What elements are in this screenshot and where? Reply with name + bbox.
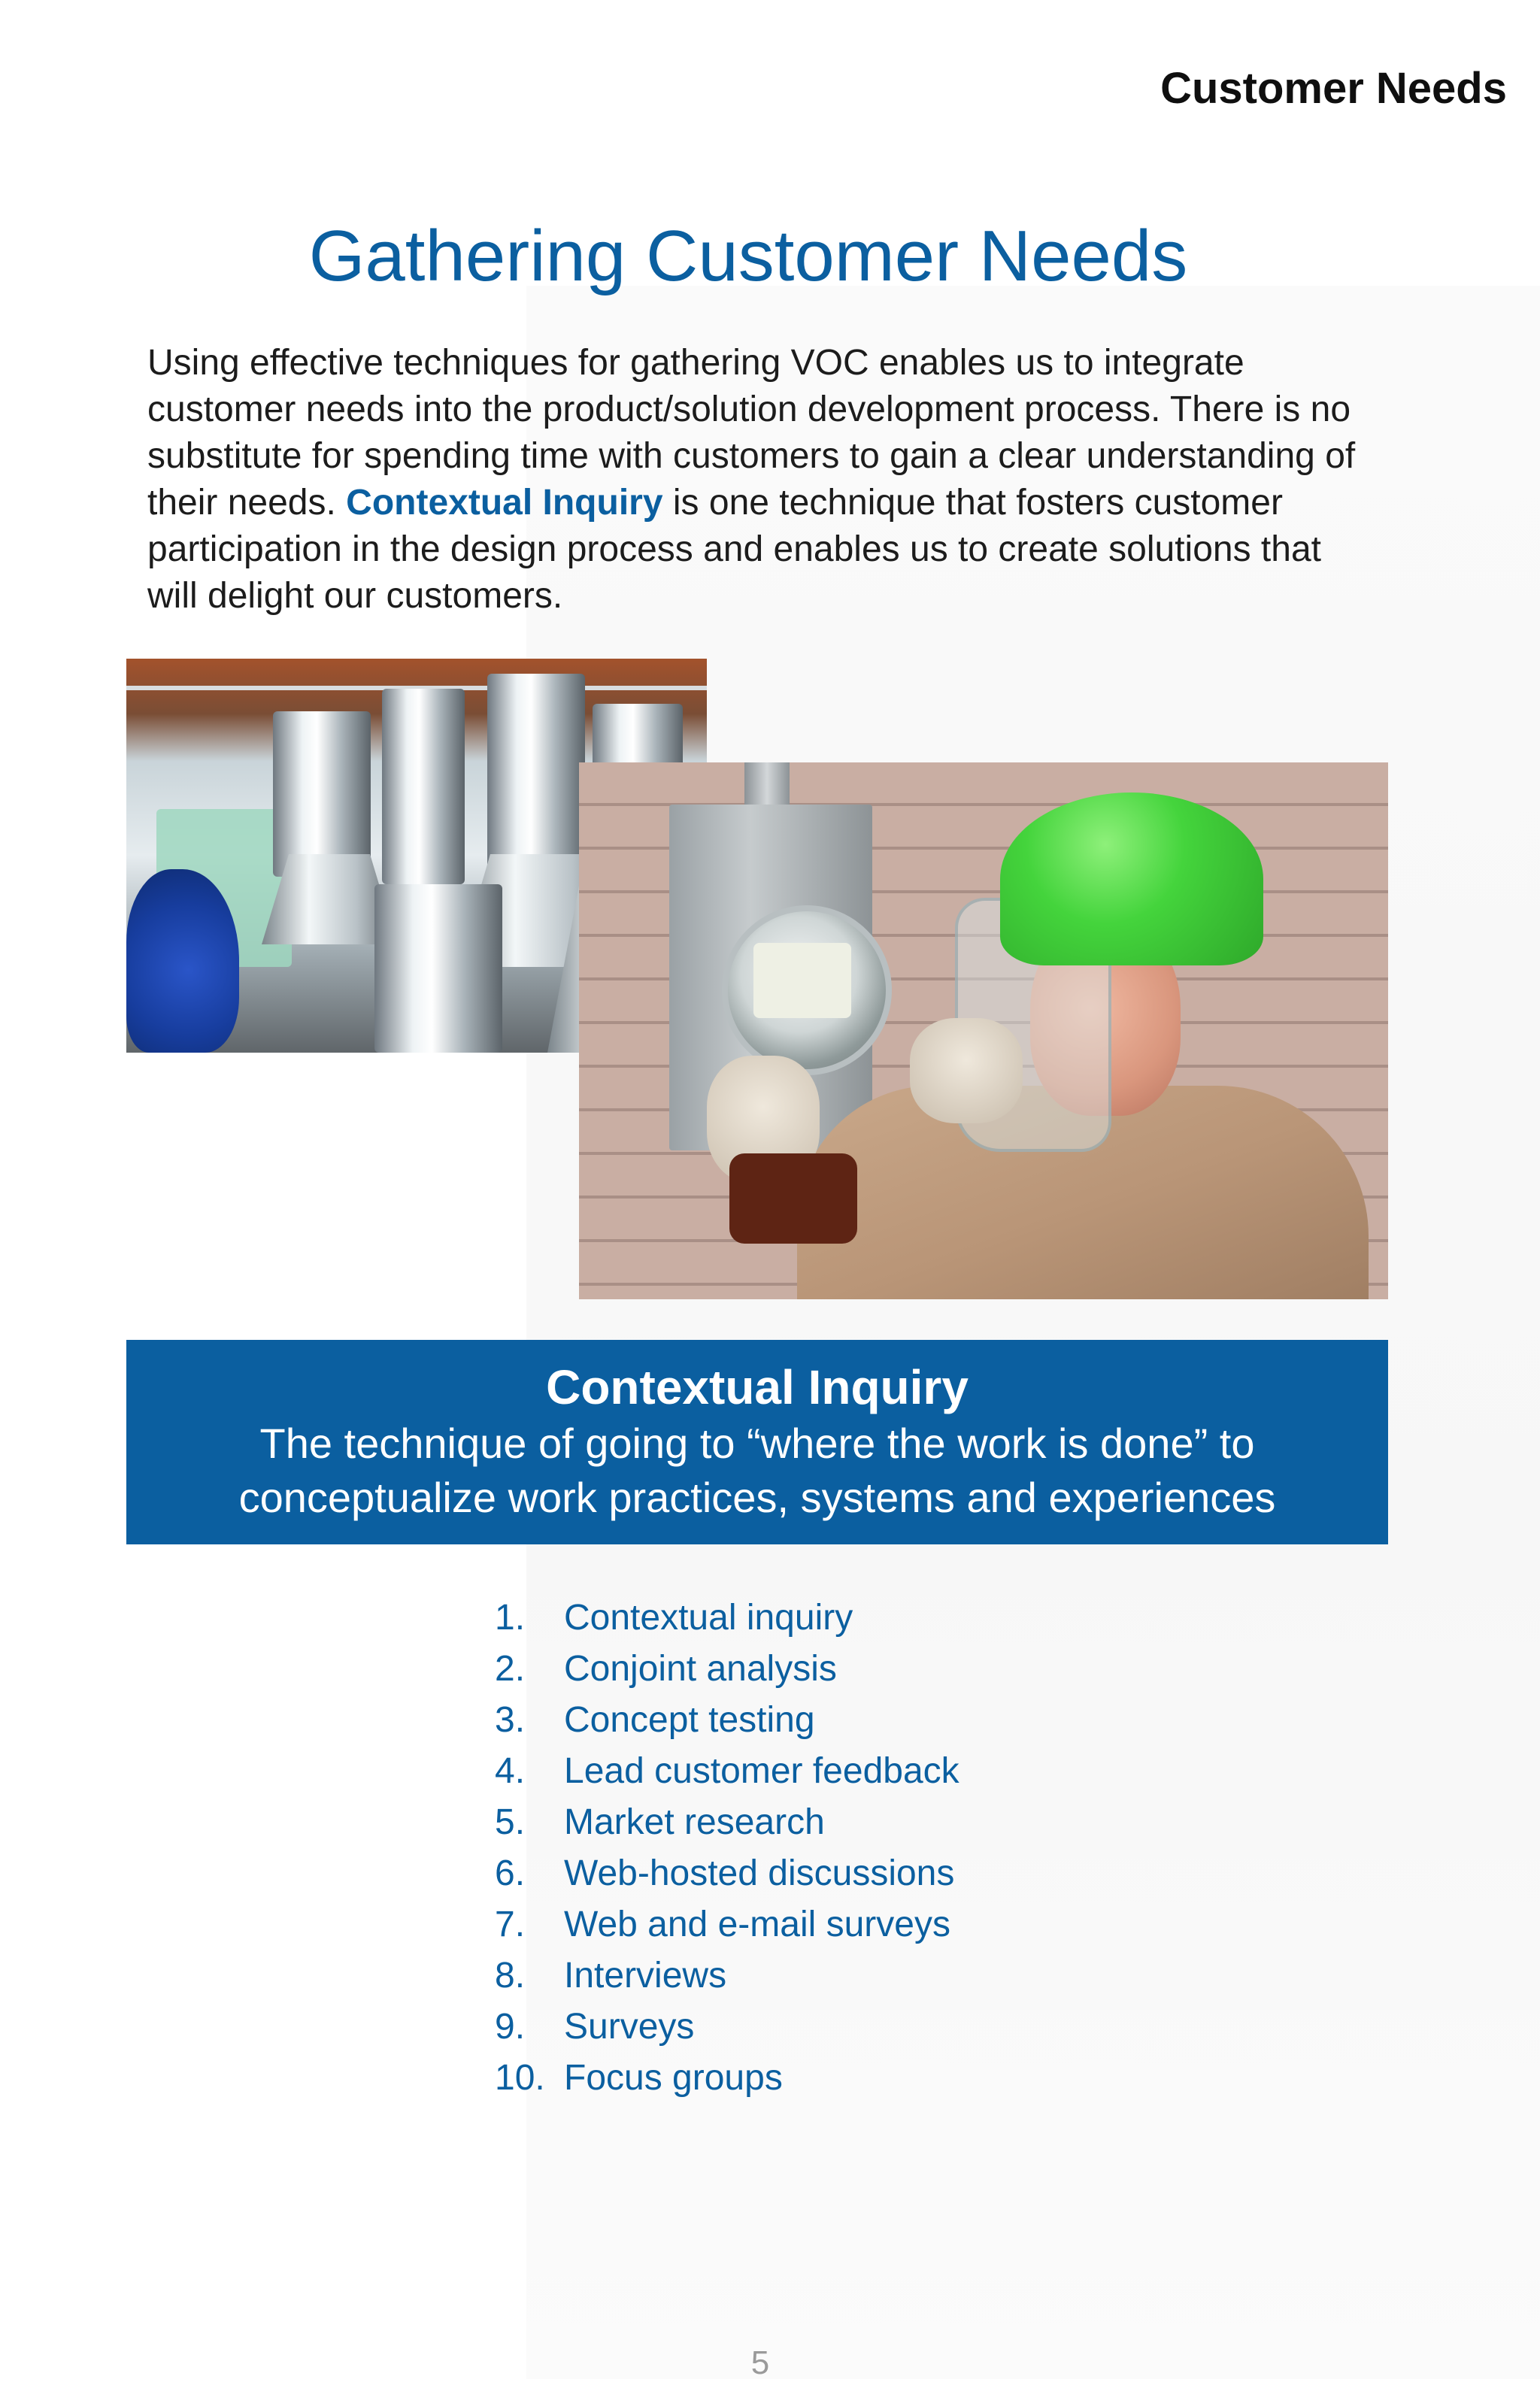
list-label: Lead customer feedback [564,1751,959,1791]
technique-list [495,1593,959,2104]
photo-detail [382,689,465,884]
list-label: Web-hosted discussions [564,1853,955,1893]
list-item [495,1950,959,2002]
list-number: 8. [495,1956,526,1996]
photo-detail [1000,792,1263,965]
list-label: Surveys [564,2007,695,2047]
list-label: Contextual inquiry [564,1598,853,1638]
list-number: 6. [495,1853,526,1893]
list-item [495,1848,959,1899]
list-label: Conjoint analysis [564,1649,837,1689]
list-label: Focus groups [564,2058,783,2098]
list-number: 3. [495,1700,526,1740]
list-label: Market research [564,1802,825,1842]
photo-detail [273,711,371,877]
photo-detail [374,884,502,1053]
list-number: 5. [495,1802,526,1842]
definition-text: The technique of going to “where the work is done” to conceptualize work practices, systems and experiences [238,1420,1276,1521]
photo-detail [753,943,851,1018]
list-number: 1. [495,1598,526,1638]
list-item [495,1695,959,1746]
intro-text-2: is one technique that fosters customer participation in the design process and enables us to create solutions that will delight our customers. [147,483,1321,616]
definition-box [126,1340,1388,1544]
photo-detail [910,1018,1023,1123]
list-number: 4. [495,1751,526,1791]
intro-paragraph [147,340,1381,620]
intro-text-1: Using effective techniques for gathering VOC enables us to integrate customer needs into the product/solution development process. There is no substitute for spending time with customers to gain a clear understanding of their needs. [147,343,1356,523]
photo-detail [729,1153,857,1244]
intro-highlight: Contextual Inquiry [346,483,663,523]
list-number: 2. [495,1649,526,1689]
page-number: 5 [750,2344,770,2381]
list-number: 10. [495,2058,545,2098]
list-number: 7. [495,1905,526,1944]
list-item [495,2002,959,2053]
list-item [495,1593,959,1644]
list-label: Web and e-mail surveys [564,1905,950,1944]
list-item [495,1899,959,1950]
section-title: Customer Needs [1160,64,1507,113]
list-item [495,1797,959,1848]
photo-detail [126,869,239,1053]
worker-reading-meter-photo [579,762,1388,1299]
list-label: Concept testing [564,1700,815,1740]
list-item [495,2053,959,2104]
list-label: Interviews [564,1956,727,1996]
definition-title: Contextual Inquiry [546,1360,969,1414]
list-item [495,1644,959,1695]
page-title: Gathering Customer Needs [308,216,1188,296]
list-item [495,1746,959,1797]
list-number: 9. [495,2007,526,2047]
